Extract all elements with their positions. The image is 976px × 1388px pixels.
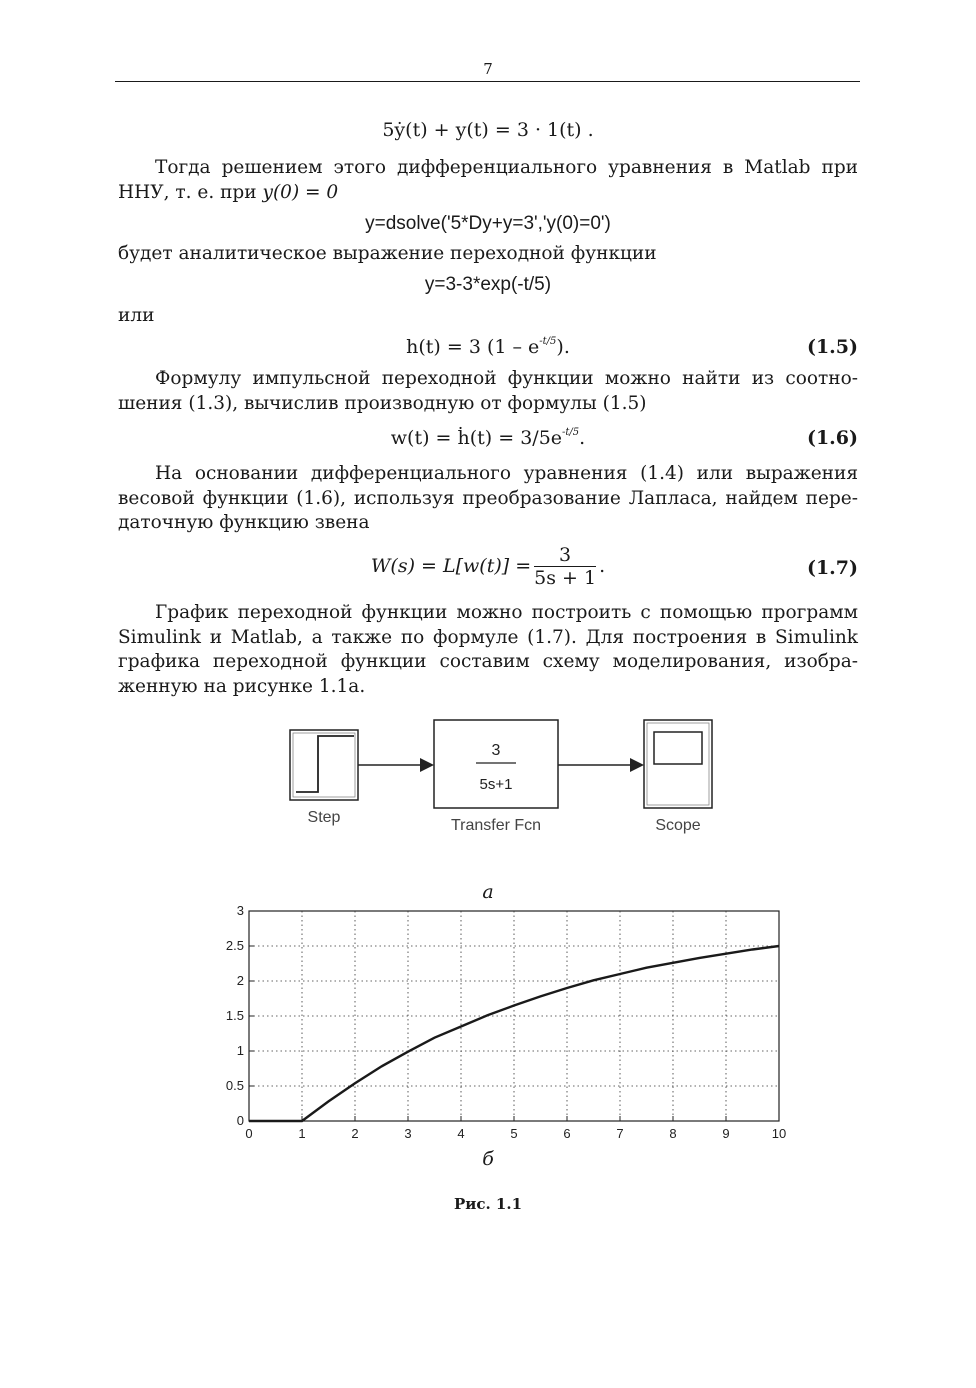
equation-top: 5ẏ(t) + y(t) = 3 · 1(t) . (382, 119, 594, 141)
scope-block (644, 720, 712, 834)
equation-1-6-exponent: -t/5 (562, 427, 580, 438)
x-tick-label: 0 (245, 1126, 253, 1141)
paragraph-5-line-2: весовой функции (1.6), используя преобразование Лапласа, найдем пере- (118, 487, 858, 509)
paragraph-6-line-3: графика переходной функции составим схему моделирования, изобра- (118, 651, 858, 672)
step-response-chart (220, 900, 795, 1145)
paragraph-2-line-1: будет аналитическое выражение переходной функции (118, 243, 657, 264)
equation-1-6-rhs: . (579, 427, 586, 449)
y-tick-label: 0 (236, 1113, 244, 1128)
equation-1-6-number: (1.6) (806, 427, 858, 449)
y-tick-label: 2.5 (225, 938, 244, 953)
x-tick-label: 3 (404, 1126, 412, 1141)
x-tick-label: 4 (457, 1126, 465, 1141)
x-tick-label: 6 (563, 1126, 571, 1141)
paragraph-6-line-4: женную на рисунке 1.1а. (118, 675, 366, 697)
matlab-solution-code: y=3-3*exp(-t/5) (424, 274, 552, 295)
paragraph-3-line-1: или (118, 305, 155, 326)
paragraph-4-line-1: Формулу импульсной переходной функции можно найти из соотно- (155, 368, 858, 389)
step-block (290, 730, 358, 826)
y-tick-label: 1.5 (225, 1008, 244, 1023)
equation-1-7-lhs: W(s) = L[w(t)] = (370, 555, 532, 577)
y-tick-label: 3 (236, 903, 244, 918)
paragraph-1-line-1: Тогда решением этого дифференциального уравнения в Matlab при (155, 157, 858, 178)
x-tick-label: 9 (722, 1126, 730, 1141)
paragraph-5-line-3: даточную функцию звена (118, 512, 370, 533)
equation-1-6-lhs: w(t) = ḣ(t) = 3/5e (390, 427, 563, 449)
transfer-fcn-label: Transfer Fcn (450, 817, 542, 834)
x-tick-label: 7 (616, 1126, 624, 1141)
paragraph-3 (118, 304, 858, 329)
paragraph-1-line-2 (118, 181, 858, 206)
caption-a: а (482, 881, 494, 903)
y-tick-label: 0.5 (225, 1078, 244, 1093)
matlab-dsolve-code: y=dsolve('5*Dy+y=3','y(0)=0') (365, 213, 611, 234)
paragraph-6 (118, 601, 858, 699)
initial-condition-formula: y(0) = 0 (262, 181, 339, 203)
paragraph-4 (118, 367, 858, 416)
x-tick-label: 5 (510, 1126, 518, 1141)
equation-1-5-exponent: -t/5 (539, 336, 557, 347)
equation-1-5-rhs: ). (556, 336, 570, 358)
transfer-fcn-denominator: 5s+1 (479, 776, 513, 793)
paragraph-5-line-1: На основании дифференциального уравнения (1.4) или выражения (155, 463, 858, 484)
transfer-fcn-numerator: 3 (491, 742, 501, 759)
page-number: 7 (483, 60, 493, 78)
equation-1-7-rhs: . (599, 555, 606, 577)
equation-1-7-fraction (534, 545, 596, 589)
paragraph-5 (118, 462, 858, 536)
x-tick-label: 2 (351, 1126, 359, 1141)
paragraph-6-line-1: График переходной функции можно построить с помощью программ (155, 602, 858, 623)
scope-screen-icon (654, 732, 702, 764)
y-tick-label: 2 (236, 973, 244, 988)
x-tick-label: 8 (669, 1126, 677, 1141)
equation-1-7-number: (1.7) (806, 557, 858, 579)
arrowhead-icon (630, 758, 644, 772)
paragraph-1 (118, 156, 858, 205)
equation-1-5-number: (1.5) (806, 336, 858, 358)
equation-1-7-numerator: 3 (534, 545, 596, 567)
step-label: Step (307, 809, 341, 826)
x-tick-label: 10 (771, 1126, 787, 1141)
paragraph-1-line-2-text: ННУ, т. е. при (118, 181, 263, 203)
x-tick-label: 1 (298, 1126, 306, 1141)
transfer-fcn-block (434, 720, 558, 834)
paragraph-6-line-2: Simulink и Matlab, а также по формуле (1.7). Для построения в Simulink (118, 626, 858, 648)
y-tick-label: 1 (236, 1043, 244, 1058)
header-rule (115, 81, 860, 82)
simulink-diagram (280, 710, 720, 845)
scope-label: Scope (655, 817, 701, 834)
arrowhead-icon (420, 758, 434, 772)
paragraph-2 (118, 242, 858, 267)
equation-1-7-denominator: 5s + 1 (534, 567, 597, 589)
equation-1-5-lhs: h(t) = 3 (1 – e (406, 336, 540, 358)
paragraph-4-line-2: шения (1.3), вычислив производную от формулы (1.5) (118, 392, 647, 414)
figure-caption: Рис. 1.1 (453, 1195, 523, 1213)
caption-b: б (482, 1148, 494, 1170)
